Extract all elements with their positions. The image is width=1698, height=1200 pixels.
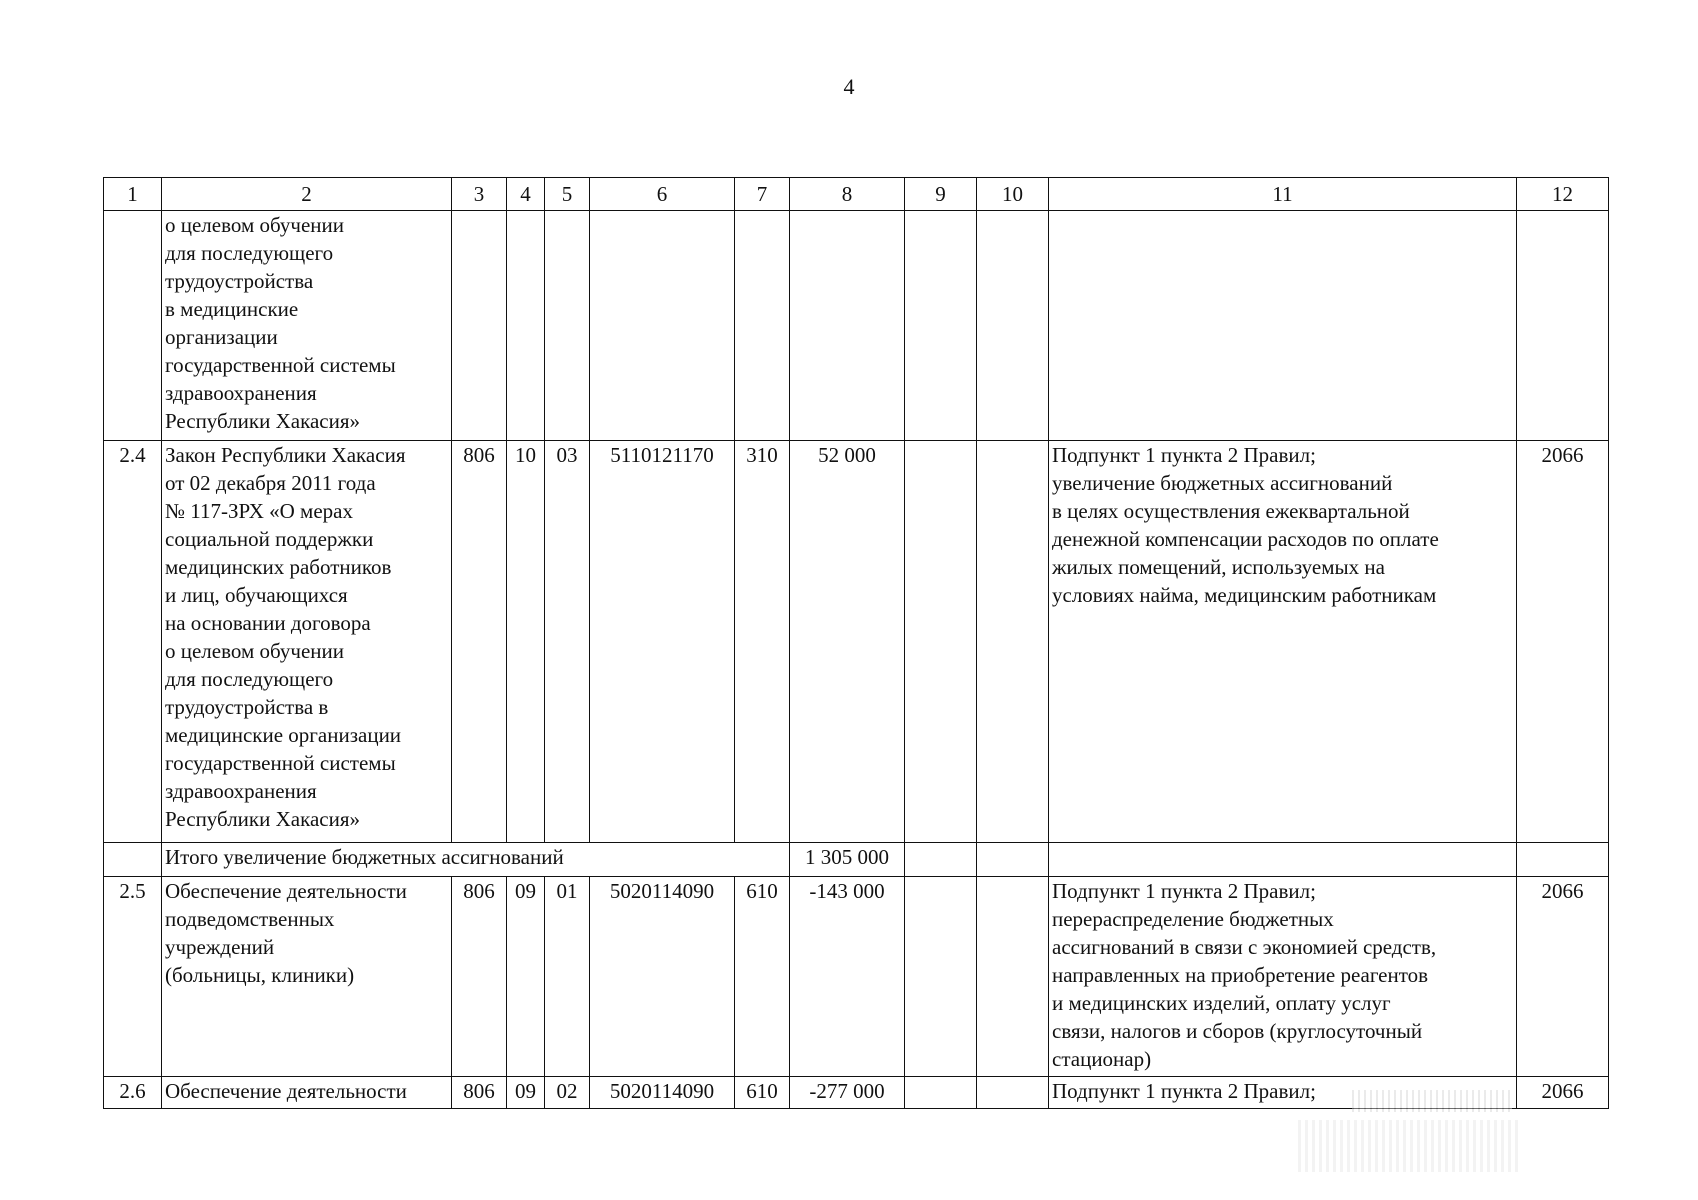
continued-description: о целевом обучении для последующего трудоустройства в медицинские организации государственной системы здравоохранения Республики Хакасия» bbox=[162, 211, 452, 441]
cell-col9 bbox=[905, 877, 977, 1077]
cell-col7: 610 bbox=[735, 877, 790, 1077]
total-row bbox=[104, 843, 1609, 877]
faint-stamp-mark bbox=[1298, 1120, 1520, 1172]
cell-col3: 806 bbox=[452, 877, 507, 1077]
column-number-row bbox=[104, 178, 1609, 211]
cell-col11: Подпункт 1 пункта 2 Правил; bbox=[1049, 1077, 1517, 1109]
page-number: 4 bbox=[843, 74, 855, 99]
row-name: Закон Республики Хакасия от 02 декабря 2011 года № 117-ЗРХ «О мерах социальной поддержки медицинских работников и лиц, обучающихся на основании договора о целевом обучении для последующего трудоустройства в медицинские организации государственной системы здравоохранения Республики Хакасия» bbox=[162, 441, 452, 843]
column-number: 10 bbox=[977, 178, 1049, 211]
cell-col8: -277 000 bbox=[790, 1077, 905, 1109]
cell-col3: 806 bbox=[452, 441, 507, 843]
cell-col6: 5020114090 bbox=[590, 1077, 735, 1109]
total-label: Итого увеличение бюджетных ассигнований bbox=[162, 843, 790, 877]
cell-col7: 310 bbox=[735, 441, 790, 843]
column-number: 12 bbox=[1517, 178, 1609, 211]
continuation-row bbox=[104, 211, 1609, 441]
table-row bbox=[104, 441, 1609, 843]
column-number: 6 bbox=[590, 178, 735, 211]
column-number: 11 bbox=[1049, 178, 1517, 211]
column-number: 8 bbox=[790, 178, 905, 211]
cell-col10 bbox=[977, 1077, 1049, 1109]
cell-col8: -143 000 bbox=[790, 877, 905, 1077]
cell-col6: 5020114090 bbox=[590, 877, 735, 1077]
row-name: Обеспечение деятельности bbox=[162, 1077, 452, 1109]
cell-col10 bbox=[977, 877, 1049, 1077]
column-number: 9 bbox=[905, 178, 977, 211]
cell-col11: Подпункт 1 пункта 2 Правил; увеличение бюджетных ассигнований в целях осуществления ежеквартальной денежной компенсации расходов по оплате жилых помещений, используемых на условиях найма, медицинским работникам bbox=[1049, 441, 1517, 843]
row-number: 2.6 bbox=[104, 1077, 162, 1109]
budget-allocation-table bbox=[103, 177, 1609, 1109]
cell-col11: Подпункт 1 пункта 2 Правил; перераспределение бюджетных ассигнований в связи с экономией средств, направленных на приобретение реагентов и медицинских изделий, оплату услуг связи, налогов и сборов (круглосуточный стационар) bbox=[1049, 877, 1517, 1077]
cell-col4: 09 bbox=[507, 877, 545, 1077]
cell-col9 bbox=[905, 441, 977, 843]
cell-col3: 806 bbox=[452, 1077, 507, 1109]
column-number: 2 bbox=[162, 178, 452, 211]
faint-stamp-mark bbox=[1352, 1090, 1512, 1112]
cell-col12: 2066 bbox=[1517, 877, 1609, 1077]
cell-col7: 610 bbox=[735, 1077, 790, 1109]
total-value: 1 305 000 bbox=[790, 843, 905, 877]
column-number: 4 bbox=[507, 178, 545, 211]
table-row bbox=[104, 877, 1609, 1077]
cell-col6: 5110121170 bbox=[590, 441, 735, 843]
cell-col12: 2066 bbox=[1517, 441, 1609, 843]
cell-col12: 2066 bbox=[1517, 1077, 1609, 1109]
cell-col5: 02 bbox=[545, 1077, 590, 1109]
cell-col5: 01 bbox=[545, 877, 590, 1077]
row-number: 2.5 bbox=[104, 877, 162, 1077]
column-number: 5 bbox=[545, 178, 590, 211]
cell-col4: 10 bbox=[507, 441, 545, 843]
row-number: 2.4 bbox=[104, 441, 162, 843]
column-number: 1 bbox=[104, 178, 162, 211]
cell-col9 bbox=[905, 1077, 977, 1109]
column-number: 7 bbox=[735, 178, 790, 211]
column-number: 3 bbox=[452, 178, 507, 211]
cell-col4: 09 bbox=[507, 1077, 545, 1109]
cell-col5: 03 bbox=[545, 441, 590, 843]
row-name: Обеспечение деятельности подведомственных учреждений (больницы, клиники) bbox=[162, 877, 452, 1077]
cell-col8: 52 000 bbox=[790, 441, 905, 843]
cell-col10 bbox=[977, 441, 1049, 843]
